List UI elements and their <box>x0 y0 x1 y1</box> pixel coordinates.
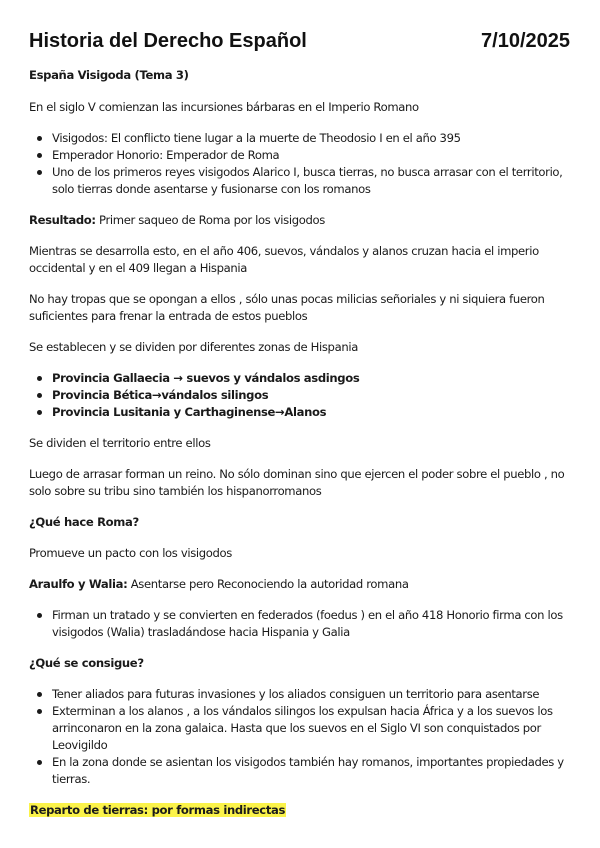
araulfo-label: Araulfo y Walia: <box>29 577 128 591</box>
araulfo-text: Asentarse pero Reconociendo la autoridad romana <box>127 577 409 591</box>
bullet-icon <box>37 393 42 398</box>
paragraph-pacto: Promueve un pacto con los visigodos <box>29 546 232 560</box>
bullet-list-provincias <box>29 370 570 421</box>
paragraph-reino: Luego de arrasar forman un reino. No sólo dominan sino que ejercen el poder sobre el pueblo , no solo sobre su tribu sino también los hispanorromanos <box>29 467 565 498</box>
bullet-icon <box>37 760 42 765</box>
list-item: Visigodos: El conflicto tiene lugar a la muerte de Theodosio I en el año 395 <box>52 130 570 147</box>
paragraph-dividen: Se dividen el territorio entre ellos <box>29 436 211 450</box>
bullet-icon <box>37 692 42 697</box>
paragraph-araulfo <box>29 576 570 593</box>
bullet-icon <box>37 613 42 618</box>
paragraph-intro: En el siglo V comienzan las incursiones bárbaras en el Imperio Romano <box>29 100 419 114</box>
bullet-icon <box>37 153 42 158</box>
paragraph-resultado <box>29 212 570 229</box>
bullet-list-tratado <box>29 607 570 641</box>
bullet-icon <box>37 410 42 415</box>
list-item: Emperador Honorio: Emperador de Roma <box>52 147 570 164</box>
bullet-icon <box>37 709 42 714</box>
document-date: 7/10/2025 <box>481 30 570 52</box>
paragraph-zonas: Se establecen y se dividen por diferentes zonas de Hispania <box>29 340 358 354</box>
list-item: Provincia Gallaecia → suevos y vándalos asdingos <box>52 370 570 387</box>
bullet-icon <box>37 170 42 175</box>
document-title: Historia del Derecho Español <box>29 30 307 52</box>
list-item: Provincia Lusitania y Carthaginense→Alanos <box>52 404 570 421</box>
list-item: Provincia Bética→vándalos silingos <box>52 387 570 404</box>
bullet-icon <box>37 376 42 381</box>
paragraph-406: Mientras se desarrolla esto, en el año 406, suevos, vándalos y alanos cruzan hacia el imperio occidental y en el 409 llegan a Hispania <box>29 244 539 275</box>
list-item: Tener aliados para futuras invasiones y los aliados consiguen un territorio para asentarse <box>52 686 570 703</box>
bullet-list-visigodos <box>29 130 570 198</box>
bullet-icon <box>37 136 42 141</box>
section-subtitle: España Visigoda (Tema 3) <box>29 68 189 82</box>
heading-que-se-consigue: ¿Qué se consigue? <box>29 656 144 670</box>
document-header <box>29 30 570 53</box>
resultado-text: Primer saqueo de Roma por los visigodos <box>95 213 325 227</box>
resultado-label: Resultado: <box>29 213 96 227</box>
paragraph-tropas: No hay tropas que se opongan a ellos , sólo unas pocas milicias señoriales y ni siquiera fueron suficientes para frenar la entrada de estos pueblos <box>29 292 545 323</box>
list-item: Uno de los primeros reyes visigodos Alarico I, busca tierras, no busca arrasar con el territorio, solo tierras donde asentarse y fusionarse con los romanos <box>52 164 570 198</box>
paragraph-reparto <box>29 802 570 819</box>
heading-que-hace-roma: ¿Qué hace Roma? <box>29 515 139 529</box>
highlighted-reparto: Reparto de tierras: por formas indirectas <box>30 803 286 817</box>
bullet-list-consecuencias <box>29 686 570 788</box>
list-item: Firman un tratado y se convierten en federados (foedus ) en el año 418 Honorio firma con los visigodos (Walia) trasladándose hacia Hispania y Galia <box>52 607 570 641</box>
list-item: En la zona donde se asientan los visigodos también hay romanos, importantes propiedades y tierras. <box>52 754 570 788</box>
list-item: Exterminan a los alanos , a los vándalos silingos los expulsan hacia África y a los suevos los arrinconaron en la zona galaica. Hasta que los suevos en el Siglo VI son conquistados por Leovigildo <box>52 703 570 754</box>
